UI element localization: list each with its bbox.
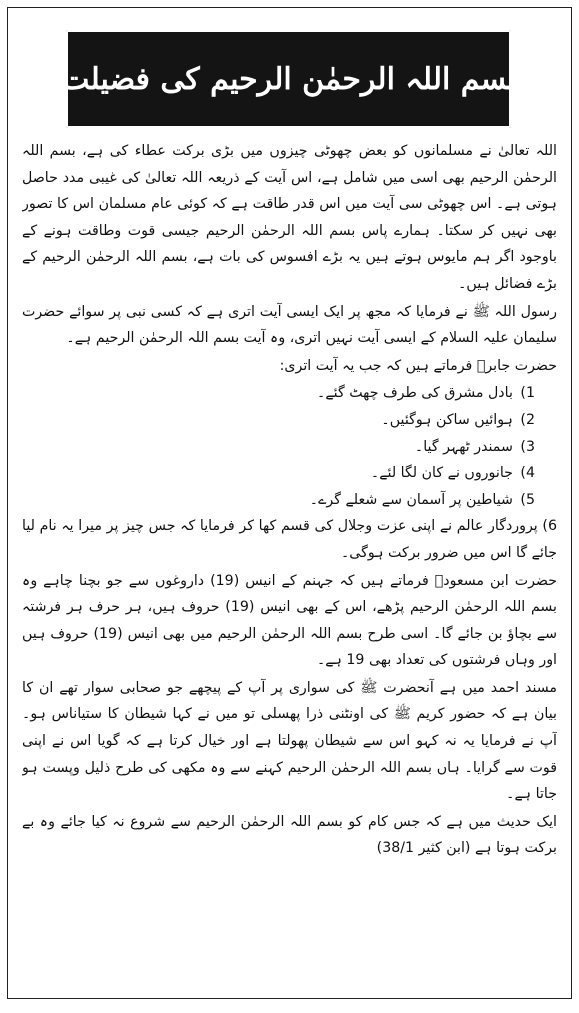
- list-number: 3): [520, 438, 535, 455]
- list-item: [22, 407, 557, 434]
- paragraph-ibn-masood: حضرت ابن مسعودؓ فرماتے ہیں کہ جہنم کے انیس (19) داروغوں سے جو بچنا چاہے وہ بسم اللہ الرحمٰن الرحیم پڑھے، اس کے بھی انیس (19) حروف ہیں، ہر حرف ہر فرشتہ سے بچاؤ بن جائے گا۔ اسی طرح بسم اللہ الرحمٰن الرحیم میں بھی انیس (19) حروف ہیں اور وہاں فرشتوں کی تعداد بھی 19 ہے۔: [22, 572, 557, 669]
- paragraph-jabir: حضرت جابرؓ فرماتے ہیں کہ جب یہ آیت اتری:: [279, 357, 557, 374]
- list-number: 1): [520, 385, 535, 402]
- list-text: شیاطین پر آسمان سے شعلے گرے۔: [309, 491, 513, 508]
- events-list: [22, 380, 557, 513]
- list-item: [22, 460, 557, 487]
- list-text: جانوروں نے کان لگا لئے۔: [370, 465, 513, 482]
- list-item: [22, 487, 557, 514]
- list-item: [22, 434, 557, 461]
- title-banner: [61, 30, 516, 128]
- list-number: 5): [520, 491, 535, 508]
- paragraph-oath: 6) پروردگار عالم نے اپنی عزت وجلال کی قسم کھا کر فرمایا کہ جس چیز پر میرا یہ نام لیا جائے گا اس میں ضرور برکت ہوگی۔: [22, 518, 557, 561]
- list-text: سمندر ٹھہر گیا۔: [414, 438, 513, 455]
- list-text: بادل مشرق کی طرف چھٹ گئے۔: [317, 385, 513, 402]
- list-number: 2): [520, 411, 535, 428]
- article-page: [7, 7, 572, 999]
- list-number: 4): [520, 465, 535, 482]
- paragraph-hadith-prophet: رسول اللہ ﷺ نے فرمایا کہ مجھ پر ایک ایسی آیت اتری ہے کہ کسی نبی پر سوائے حضرت سلیمان علیہ السلام کے ایسی آیت نہیں اتری، وہ آیت بسم اللہ الرحمٰن الرحیم ہے۔: [22, 303, 557, 347]
- list-item: [22, 380, 557, 407]
- page-title: بسم اللہ الرحمٰن الرحیم کی فضیلت: [61, 61, 516, 97]
- paragraph-intro: اللہ تعالیٰ نے مسلمانوں کو بعض چھوٹی چیزوں میں بڑی برکت عطاء کی ہے، بسم اللہ الرحمٰن الرحیم بھی اسی میں شامل ہے، اس آیت کے ذریعہ اللہ تعالیٰ کی غیبی مدد حاصل ہوتی ہے۔ اس چھوٹی سی آیت میں اس قدر طاقت ہے کہ کوئی عام مسلمان اس کا تصور بھی نہیں کر سکتا۔ ہمارے پاس بسم اللہ الرحمٰن الرحیم جیسی قوت وطاقت ہونے کے باوجود اگر ہم مایوس ہوتے ہیں یہ بڑے افسوس کی بات ہے، بسم اللہ الرحمٰن الرحیم کے بڑے فضائل ہیں۔: [22, 143, 557, 292]
- paragraph-musnad-ahmad: مسند احمد میں ہے آنحضرت ﷺ کی سواری پر آپ کے پیچھے جو صحابی سوار تھے ان کا بیان ہے کہ حضور کریم ﷺ کی اونٹنی ذرا پھسلی تو میں نے کہا شیطان کا ستیاناس ہو۔ آپ نے فرمایا یہ نہ کہو اس سے شیطان پھولتا ہے اور خیال کرتا ہے کہ گویا اس نے اپنی قوت سے گرایا۔ ہاں بسم اللہ الرحمٰن الرحیم کہنے سے وہ مکھی کی طرح ذلیل وپست ہو جاتا ہے۔: [22, 679, 557, 803]
- article-body: [22, 138, 557, 988]
- paragraph-hadith-barakah: ایک حدیث میں ہے کہ جس کام کو بسم اللہ الرحمٰن الرحیم سے شروع نہ کیا جائے وہ بے برکت ہوتا ہے (ابن کثیر 38/1): [22, 813, 557, 857]
- list-text: ہوائیں ساکن ہوگئیں۔: [381, 411, 513, 428]
